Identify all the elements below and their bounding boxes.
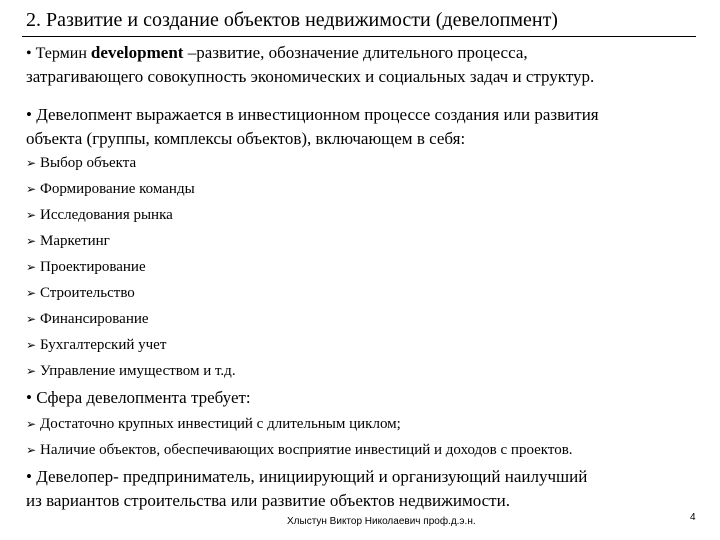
list-item: ➢ Наличие объектов, обеспечивающих восприятие инвестиций и доходов с проектов.: [26, 442, 573, 458]
arrow-bullet-icon: ➢: [26, 443, 37, 457]
paragraph-requirements: • Сфера девелопмента требует:: [26, 388, 251, 407]
arrow-bullet-icon: ➢: [26, 156, 37, 170]
list-item: ➢ Строительство: [26, 285, 135, 301]
list-item: ➢ Финансирование: [26, 311, 149, 327]
arrow-bullet-icon: ➢: [26, 208, 37, 222]
list-item: ➢ Формирование команды: [26, 181, 195, 197]
definition-prefix: Термин: [31, 45, 91, 62]
arrow-bullet-icon: ➢: [26, 260, 37, 274]
list-item: ➢ Проектирование: [26, 259, 146, 275]
arrow-bullet-icon: ➢: [26, 234, 37, 248]
arrow-bullet-icon: ➢: [26, 338, 37, 352]
paragraph-developer-line2: из вариантов строительства или развитие объектов недвижимости.: [26, 491, 510, 510]
title-underline: [22, 36, 696, 37]
arrow-bullet-icon: ➢: [26, 312, 37, 326]
list-item: ➢ Выбор объекта: [26, 155, 137, 171]
bullet: •: [26, 45, 32, 62]
list-item: ➢ Маркетинг: [26, 233, 110, 249]
page-title: 2. Развитие и создание объектов недвижимости (девелопмент): [26, 9, 558, 31]
paragraph-developer-line1: • Девелопер- предприниматель, инициирующий и организующий наилучший: [26, 467, 588, 486]
definition-term: development: [90, 43, 184, 62]
paragraph-process-line2: объекта (группы, комплексы объектов), включающем в себя:: [26, 129, 466, 148]
page-number: 4: [690, 512, 696, 523]
list-item: ➢ Достаточно крупных инвестиций с длительным циклом;: [26, 416, 401, 432]
paragraph-definition: [26, 42, 706, 65]
definition-line1-rest: –развитие, обозначение длительного процесса,: [183, 43, 528, 62]
arrow-bullet-icon: ➢: [26, 364, 37, 378]
arrow-bullet-icon: ➢: [26, 417, 37, 431]
list-item: ➢ Бухгалтерский учет: [26, 337, 167, 353]
list-item: ➢ Управление имуществом и т.д.: [26, 363, 236, 379]
paragraph-process-line1: • Девелопмент выражается в инвестиционном процессе создания или развития: [26, 105, 599, 124]
list-item: ➢ Исследования рынка: [26, 207, 173, 223]
footer-author: Хлыстун Виктор Николаевич проф.д.э.н.: [287, 516, 476, 527]
arrow-bullet-icon: ➢: [26, 182, 37, 196]
arrow-bullet-icon: ➢: [26, 286, 37, 300]
definition-line2: затрагивающего совокупность экономических и социальных задач и структур.: [26, 67, 595, 86]
